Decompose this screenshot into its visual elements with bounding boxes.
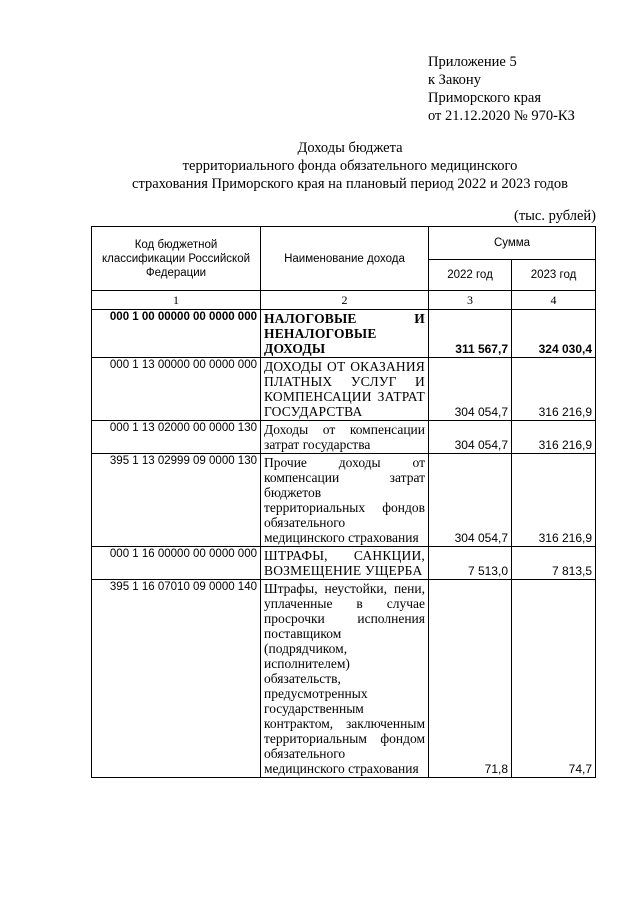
row-code: 395 1 13 02999 09 0000 130 [92, 454, 261, 547]
table-row [92, 310, 596, 358]
header-sum: Сумма [429, 227, 596, 260]
column-numbers-row [92, 291, 596, 310]
row-value-2023: 324 030,4 [512, 310, 596, 358]
row-code: 000 1 13 02000 00 0000 130 [92, 421, 261, 454]
row-value-2023: 316 216,9 [512, 421, 596, 454]
table-row [92, 580, 596, 778]
row-value-2023: 316 216,9 [512, 358, 596, 421]
document-title [60, 139, 640, 193]
row-code: 395 1 16 07010 09 0000 140 [92, 580, 261, 778]
row-value-2022: 304 054,7 [429, 358, 512, 421]
header-name: Наименование дохода [261, 227, 429, 291]
row-value-2023: 316 216,9 [512, 454, 596, 547]
row-value-2022: 71,8 [429, 580, 512, 778]
row-name: ДОХОДЫ ОТ ОКАЗАНИЯ ПЛАТНЫХ УСЛУГ И КОМПЕНСАЦИИ ЗАТРАТ ГОСУДАРСТВА [261, 358, 429, 421]
annex-line-2: к Закону [428, 72, 481, 88]
row-name: Штрафы, неустойки, пени, уплаченные в случае просрочки исполнения поставщиком (подрядчиком, исполнителем) обязательств, предусмотренных государственным контрактом, заключенным территориальным фондом обязательного медицинского страхования [261, 580, 429, 778]
title-line-1: Доходы бюджета [297, 140, 403, 156]
table-row [92, 547, 596, 580]
row-name: Прочие доходы от компенсации затрат бюджетов территориальных фондов обязательного медицинского страхования [261, 454, 429, 547]
column-number: 1 [92, 291, 261, 310]
row-name: ШТРАФЫ, САНКЦИИ, ВОЗМЕЩЕНИЕ УЩЕРБА [261, 547, 429, 580]
row-code: 000 1 00 00000 00 0000 000 [92, 310, 261, 358]
row-value-2022: 304 054,7 [429, 421, 512, 454]
annex-reference [428, 53, 575, 125]
row-name: Доходы от компенсации затрат государства [261, 421, 429, 454]
header-year-2022: 2022 год [429, 260, 512, 291]
table-row [92, 421, 596, 454]
row-value-2022: 7 513,0 [429, 547, 512, 580]
row-code: 000 1 16 00000 00 0000 000 [92, 547, 261, 580]
column-number: 4 [512, 291, 596, 310]
column-number: 2 [261, 291, 429, 310]
title-line-2: территориального фонда обязательного медицинского [182, 158, 518, 174]
header-year-2023: 2023 год [512, 260, 596, 291]
column-number: 3 [429, 291, 512, 310]
header-code: Код бюджетной классификации Российской Федерации [92, 227, 261, 291]
title-line-3: страхования Приморского края на плановый период 2022 и 2023 годов [132, 176, 568, 192]
units-note: (тыс. рублей) [514, 208, 596, 224]
annex-line-4: от 21.12.2020 № 970-КЗ [428, 108, 575, 124]
table-row [92, 454, 596, 547]
table-header-row [92, 227, 596, 260]
row-value-2023: 74,7 [512, 580, 596, 778]
row-code: 000 1 13 00000 00 0000 000 [92, 358, 261, 421]
annex-line-1: Приложение 5 [428, 54, 517, 70]
budget-table [91, 226, 596, 778]
row-name: НАЛОГОВЫЕ И НЕНАЛОГОВЫЕ ДОХОДЫ [261, 310, 429, 358]
row-value-2023: 7 813,5 [512, 547, 596, 580]
row-value-2022: 304 054,7 [429, 454, 512, 547]
table-row [92, 358, 596, 421]
row-value-2022: 311 567,7 [429, 310, 512, 358]
annex-line-3: Приморского края [428, 90, 542, 106]
